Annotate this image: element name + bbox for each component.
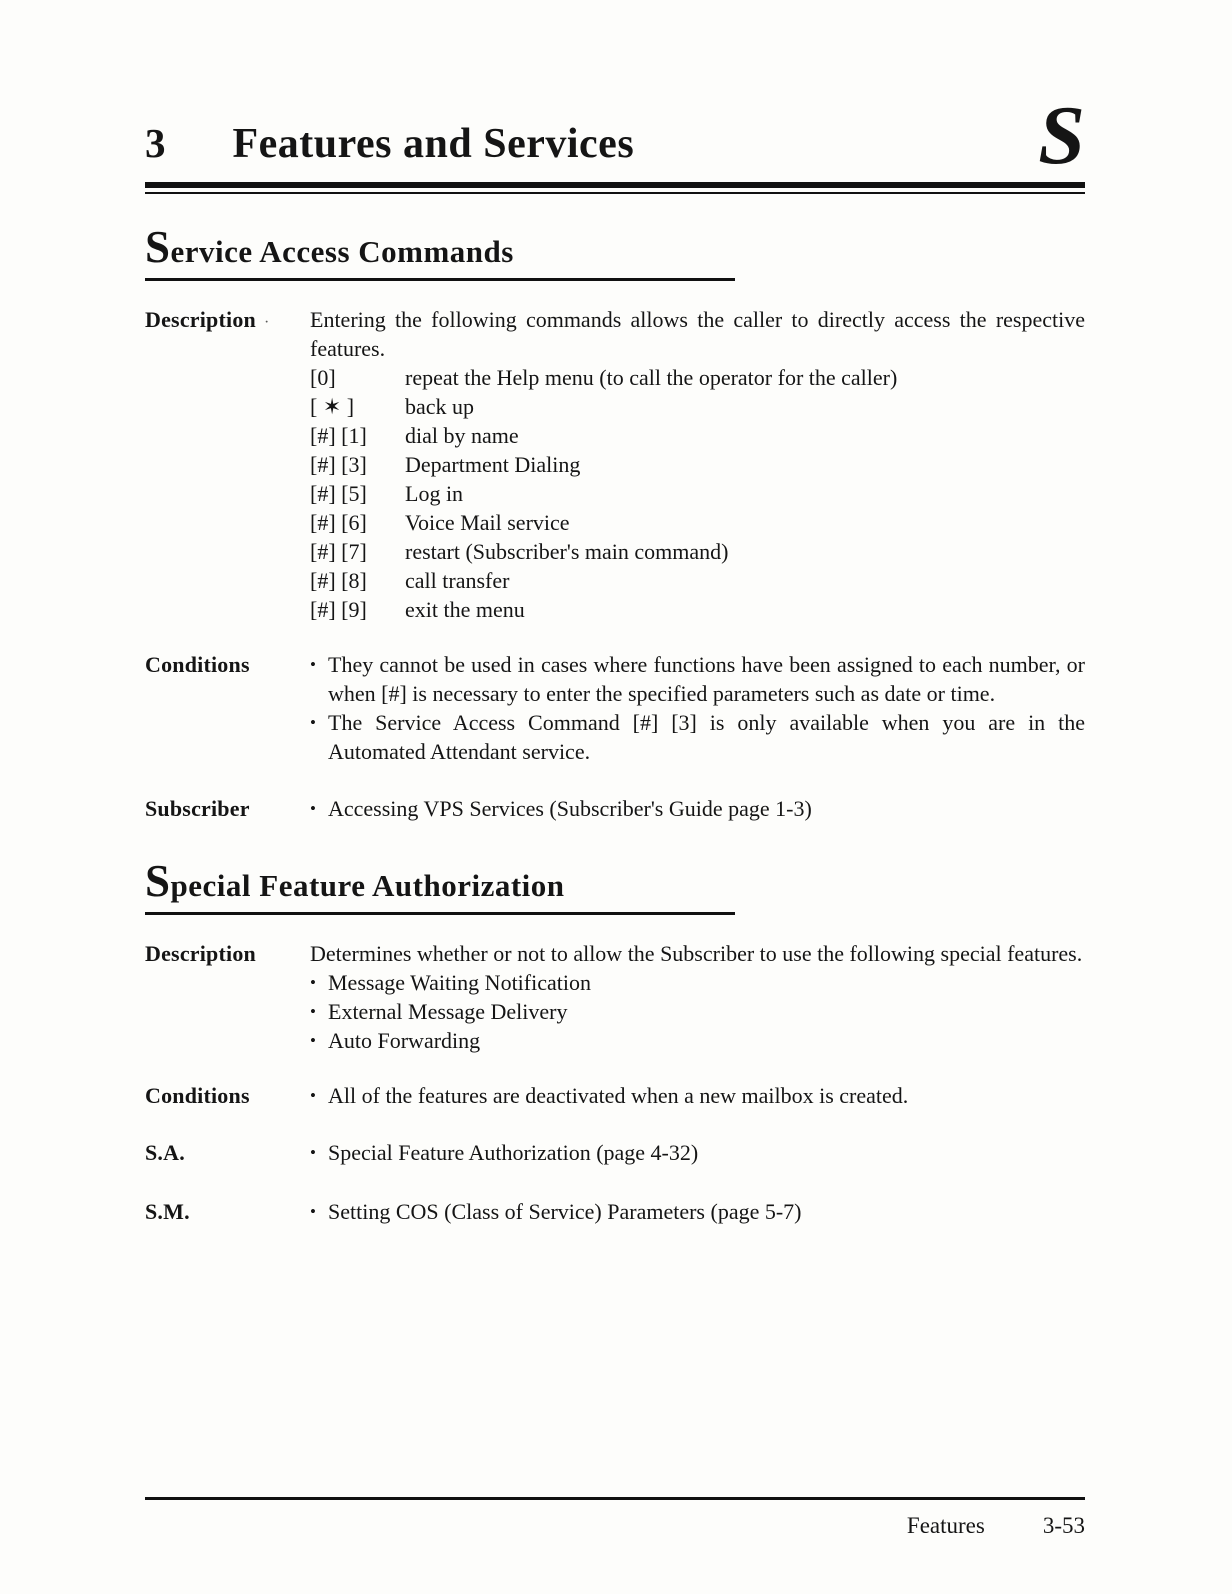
sa-label: S.A. [145, 1140, 185, 1165]
subscriber-reference-text: Accessing VPS Services (Subscriber's Guide page 1-3) [328, 796, 812, 821]
condition-text: They cannot be used in cases where functions have been assigned to each number, or when [#] is necessary to enter the specified parameters such as date or time. [328, 652, 1085, 706]
command-action: repeat the Help menu (to call the operator for the caller) [405, 365, 898, 390]
subscriber-row [145, 794, 1085, 823]
command-row [310, 595, 1085, 624]
bullet-icon: • [310, 1202, 316, 1221]
condition-item [310, 650, 1085, 708]
sa-reference-item [310, 1138, 1085, 1167]
description-row [145, 939, 1085, 1055]
feature-text: Message Waiting Notification [328, 970, 591, 995]
description-paragraph: Determines whether or not to allow the Subscriber to use the following special features. [310, 941, 1083, 966]
stray-dot-mark: · [263, 314, 270, 331]
bullet-icon: • [310, 973, 316, 992]
description-body [310, 305, 1085, 624]
description-label-text: Description [145, 307, 256, 332]
sa-reference-text: Special Feature Authorization (page 4-32) [328, 1140, 699, 1165]
sa-reference-row [145, 1138, 1085, 1167]
section-title-service-access-commands: Service Access Commands [145, 221, 735, 281]
bullet-icon: • [310, 1143, 316, 1162]
command-keys: [ ✶ ] [310, 394, 355, 419]
description-label [145, 305, 310, 624]
conditions-label: Conditions [145, 652, 250, 677]
command-keys: [#] [1] [310, 423, 367, 448]
command-keys: [#] [9] [310, 597, 367, 622]
description-body [310, 939, 1085, 1055]
page-content [145, 0, 1085, 1226]
conditions-row [145, 1081, 1085, 1110]
footer-divider [145, 1497, 1085, 1500]
command-row [310, 450, 1085, 479]
header-divider [145, 182, 1085, 194]
feature-item [310, 968, 1085, 997]
command-row [310, 566, 1085, 595]
sm-reference-text: Setting COS (Class of Service) Parameters (page 5-7) [328, 1199, 802, 1224]
command-action: restart (Subscriber's main command) [405, 539, 729, 564]
command-keys: [#] [6] [310, 510, 367, 535]
command-action: exit the menu [405, 597, 525, 622]
feature-text: External Message Delivery [328, 999, 568, 1024]
command-action: Log in [405, 481, 464, 506]
bullet-icon: • [310, 1031, 316, 1050]
conditions-label: Conditions [145, 1083, 250, 1108]
conditions-row [145, 650, 1085, 766]
bullet-icon: • [310, 799, 316, 818]
description-label: Description [145, 941, 256, 966]
description-paragraph: Entering the following commands allows the caller to directly access the respective features. [310, 307, 1085, 361]
command-action: Department Dialing [405, 452, 581, 477]
command-row [310, 363, 1085, 392]
command-keys: [#] [3] [310, 452, 367, 477]
header-divider-thin-line [145, 192, 1085, 194]
subscriber-body [310, 794, 1085, 823]
command-action: back up [405, 394, 475, 419]
footer-page-number: 3-53 [1042, 1513, 1085, 1538]
command-keys: [#] [5] [310, 481, 367, 506]
section-title-special-feature-authorization: Special Feature Authorization [145, 855, 735, 915]
bullet-icon: • [310, 713, 316, 732]
chapter-number: 3 [145, 120, 167, 166]
subscriber-label: Subscriber [145, 796, 250, 821]
command-keys: [#] [7] [310, 539, 367, 564]
sm-body [310, 1197, 1085, 1226]
header-divider-thick-line [145, 182, 1085, 188]
feature-item [310, 1026, 1085, 1055]
footer-section-name: Features [906, 1513, 985, 1538]
page-footer [907, 1513, 1085, 1539]
sa-body [310, 1138, 1085, 1167]
command-list [310, 363, 1085, 624]
condition-text: The Service Access Command [#] [3] is only available when you are in the Automated Attendant service. [328, 710, 1085, 764]
command-row [310, 421, 1085, 450]
sm-reference-row [145, 1197, 1085, 1226]
condition-item [310, 708, 1085, 766]
command-row [310, 479, 1085, 508]
feature-item [310, 997, 1085, 1026]
bullet-icon: • [310, 655, 316, 674]
condition-item [310, 1081, 1085, 1110]
conditions-body [310, 650, 1085, 766]
condition-text: All of the features are deactivated when a new mailbox is created. [328, 1083, 909, 1108]
sm-reference-item [310, 1197, 1085, 1226]
chapter-title: Features and Services [232, 121, 635, 167]
description-row [145, 305, 1085, 624]
command-row [310, 537, 1085, 566]
sm-label: S.M. [145, 1199, 190, 1224]
command-action: dial by name [405, 423, 519, 448]
command-action: call transfer [405, 568, 510, 593]
bullet-icon: • [310, 1002, 316, 1021]
section-tab-letter: S [1038, 89, 1085, 182]
conditions-body [310, 1081, 1085, 1110]
feature-text: Auto Forwarding [328, 1028, 481, 1053]
command-keys: [#] [8] [310, 568, 367, 593]
command-keys: [0] [310, 365, 336, 390]
subscriber-reference-item [310, 794, 1085, 823]
command-row [310, 392, 1085, 421]
command-row [310, 508, 1085, 537]
bullet-icon: • [310, 1086, 316, 1105]
chapter-header [145, 89, 1085, 182]
command-action: Voice Mail service [405, 510, 570, 535]
